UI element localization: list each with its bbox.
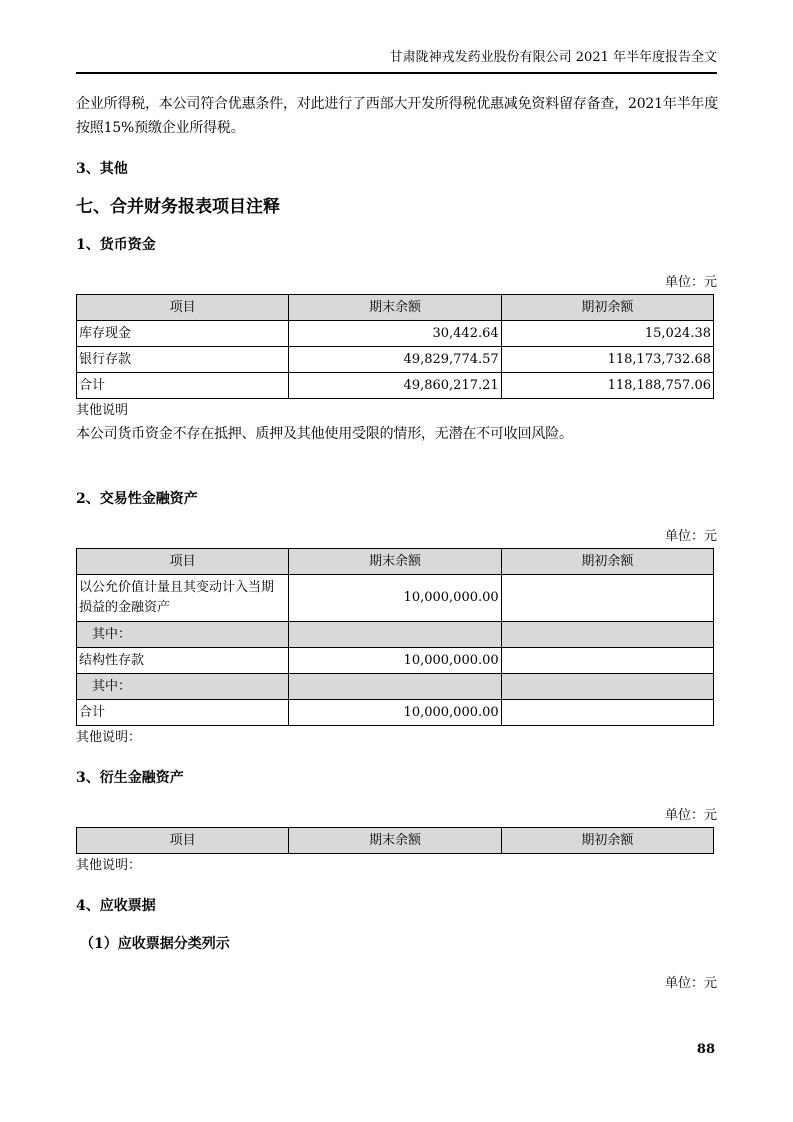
section-other: 3、其他 bbox=[76, 161, 128, 177]
col-item: 项目 bbox=[77, 295, 289, 321]
table-row bbox=[77, 321, 714, 347]
s1-note: 本公司货币资金不存在抵押、质押及其他使用受限的情形，无潜在不可收回风险。 bbox=[76, 426, 573, 442]
table-row bbox=[77, 700, 714, 726]
s3-note-label: 其他说明： bbox=[76, 858, 142, 873]
cell: 其中： bbox=[77, 674, 289, 700]
s4-subtitle: （1）应收票据分类列示 bbox=[80, 936, 230, 952]
cell: 15,024.38 bbox=[501, 321, 713, 347]
cell bbox=[501, 622, 713, 648]
s2-note-label: 其他说明： bbox=[76, 730, 142, 745]
col-end: 期末余额 bbox=[289, 295, 501, 321]
s1-note-label: 其他说明 bbox=[76, 403, 129, 418]
cell: 10,000,000.00 bbox=[289, 700, 501, 726]
table-row bbox=[77, 622, 714, 648]
page-number: 88 bbox=[696, 1042, 715, 1057]
col-item: 项目 bbox=[77, 828, 289, 854]
cell bbox=[501, 674, 713, 700]
col-begin: 期初余额 bbox=[501, 828, 713, 854]
cell bbox=[501, 700, 713, 726]
cell: 10,000,000.00 bbox=[289, 575, 501, 622]
s4-title: 4、应收票据 bbox=[76, 898, 156, 914]
cell: 银行存款 bbox=[77, 347, 289, 373]
s3-title: 3、衍生金融资产 bbox=[76, 770, 184, 786]
cell bbox=[501, 575, 713, 622]
col-end: 期末余额 bbox=[289, 828, 501, 854]
cell: 49,829,774.57 bbox=[289, 347, 501, 373]
col-end: 期末余额 bbox=[289, 549, 501, 575]
s2-title: 2、交易性金融资产 bbox=[76, 491, 198, 507]
cell bbox=[289, 622, 501, 648]
col-item: 项目 bbox=[77, 549, 289, 575]
s4-unit: 单位：元 bbox=[664, 976, 717, 991]
cell bbox=[289, 674, 501, 700]
derivative-table bbox=[76, 827, 714, 854]
cell: 结构性存款 bbox=[77, 648, 289, 674]
cell bbox=[501, 648, 713, 674]
cell: 118,173,732.68 bbox=[501, 347, 713, 373]
table-row bbox=[77, 648, 714, 674]
cash-table bbox=[76, 294, 714, 399]
cell: 10,000,000.00 bbox=[289, 648, 501, 674]
table-row bbox=[77, 347, 714, 373]
cell: 合计 bbox=[77, 700, 289, 726]
intro-line-2: 按照15%预缴企业所得税。 bbox=[76, 120, 245, 136]
header-rule bbox=[76, 72, 717, 74]
s2-unit: 单位：元 bbox=[664, 529, 717, 544]
s1-title: 1、货币资金 bbox=[76, 237, 156, 253]
cell: 库存现金 bbox=[77, 321, 289, 347]
col-begin: 期初余额 bbox=[501, 295, 713, 321]
chapter-title: 七、合并财务报表项目注释 bbox=[76, 197, 280, 217]
table-row bbox=[77, 575, 714, 622]
s3-unit: 单位：元 bbox=[664, 808, 717, 823]
cell: 30,442.64 bbox=[289, 321, 501, 347]
col-begin: 期初余额 bbox=[501, 549, 713, 575]
cell: 118,188,757.06 bbox=[501, 373, 713, 399]
running-header: 甘肃陇神戎发药业股份有限公司 2021 年半年度报告全文 bbox=[389, 50, 717, 65]
cell: 49,860,217.21 bbox=[289, 373, 501, 399]
trading-assets-table bbox=[76, 548, 714, 726]
intro-line-1: 企业所得税，本公司符合优惠条件，对此进行了西部大开发所得税优惠减免资料留存备查，2021年半年度 bbox=[76, 96, 719, 112]
cell: 其中： bbox=[77, 622, 289, 648]
s1-unit: 单位：元 bbox=[664, 275, 717, 290]
table-row bbox=[77, 373, 714, 399]
page-content bbox=[76, 48, 717, 993]
table-row bbox=[77, 674, 714, 700]
cell: 合计 bbox=[77, 373, 289, 399]
cell: 以公允价值计量且其变动计入当期损益的金融资产 bbox=[77, 575, 289, 622]
